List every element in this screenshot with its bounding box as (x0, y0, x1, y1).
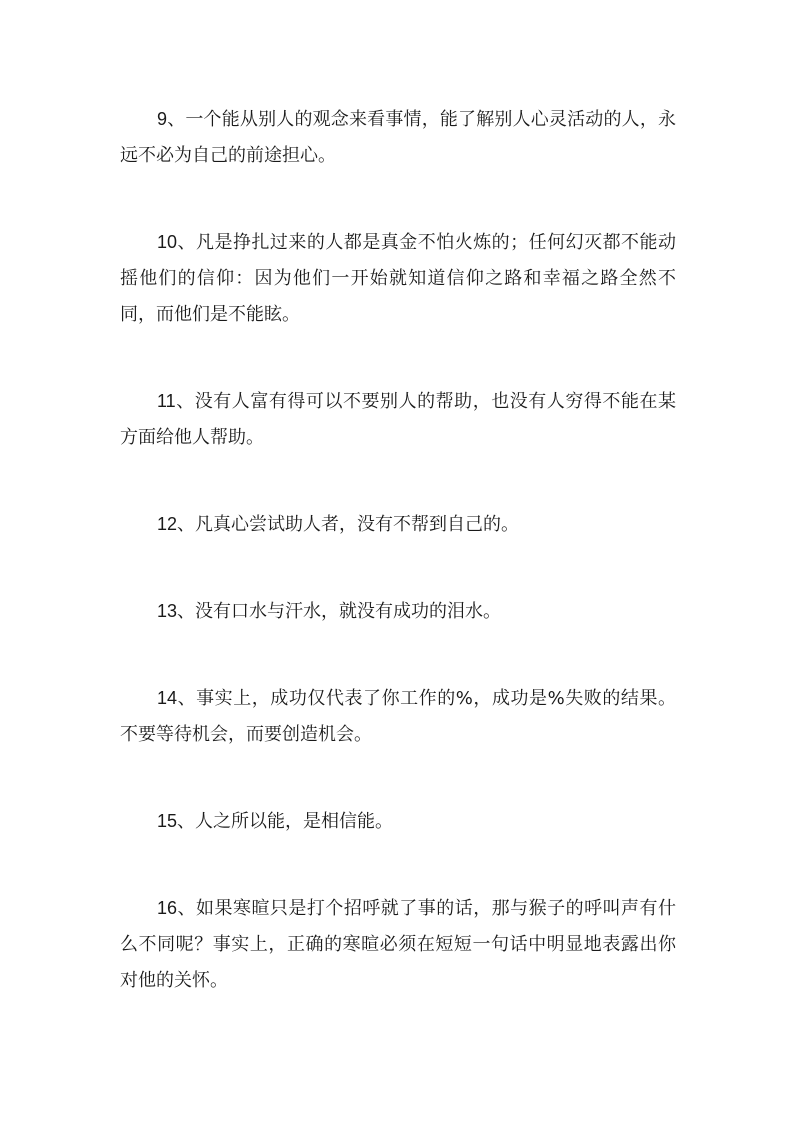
paragraph-separator: 、 (177, 232, 196, 253)
paragraph-text: 凡是挣扎过来的人都是真金不怕火炼的；任何幻灭都不能动摇他们的信仰：因为他们一开始就知道信仰之路和幸福之路全然不同，而他们是不能眩。 (120, 232, 677, 325)
paragraph-text: 事实上，成功仅代表了你工作的%，成功是%失败的结果。不要等待机会，而要创造机会。 (120, 688, 676, 745)
paragraph-14 (120, 680, 676, 753)
paragraph-separator: 、 (177, 811, 196, 832)
document-body (120, 101, 676, 1049)
paragraph-text: 凡真心尝试助人者，没有不帮到自己的。 (195, 514, 520, 535)
paragraph-separator: 、 (175, 391, 195, 412)
paragraph-16 (120, 890, 676, 999)
paragraph-11 (120, 383, 676, 456)
paragraph-separator: 、 (177, 898, 196, 919)
paragraph-13 (120, 593, 676, 630)
paragraph-10 (120, 224, 676, 333)
paragraph-number: 9 (157, 109, 168, 129)
paragraph-number: 13 (157, 601, 178, 621)
paragraph-number: 15 (157, 811, 178, 831)
paragraph-number: 14 (157, 688, 178, 708)
paragraph-number: 12 (157, 514, 178, 534)
paragraph-separator: 、 (177, 688, 197, 709)
paragraph-number: 16 (157, 898, 178, 918)
paragraph-12 (120, 506, 676, 543)
paragraph-text: 人之所以能，是相信能。 (195, 811, 394, 832)
paragraph-separator: 、 (177, 514, 196, 535)
paragraph-text: 如果寒暄只是打个招呼就了事的话，那与猴子的呼叫声有什么不同呢？事实上，正确的寒暄必须在短短一句话中明显地表露出你对他的关怀。 (120, 898, 677, 991)
paragraph-number: 11 (157, 391, 176, 411)
paragraph-text: 没有人富有得可以不要别人的帮助，也没有人穷得不能在某方面给他人帮助。 (120, 391, 676, 448)
paragraph-separator: 、 (177, 601, 196, 622)
paragraph-15 (120, 803, 676, 840)
paragraph-9 (120, 101, 676, 174)
paragraph-separator: 、 (167, 109, 186, 130)
paragraph-text: 没有口水与汗水，就没有成功的泪水。 (195, 601, 502, 622)
paragraph-number: 10 (157, 232, 178, 252)
paragraph-text: 一个能从别人的观念来看事情，能了解别人心灵活动的人，永远不必为自己的前途担心。 (120, 109, 677, 166)
